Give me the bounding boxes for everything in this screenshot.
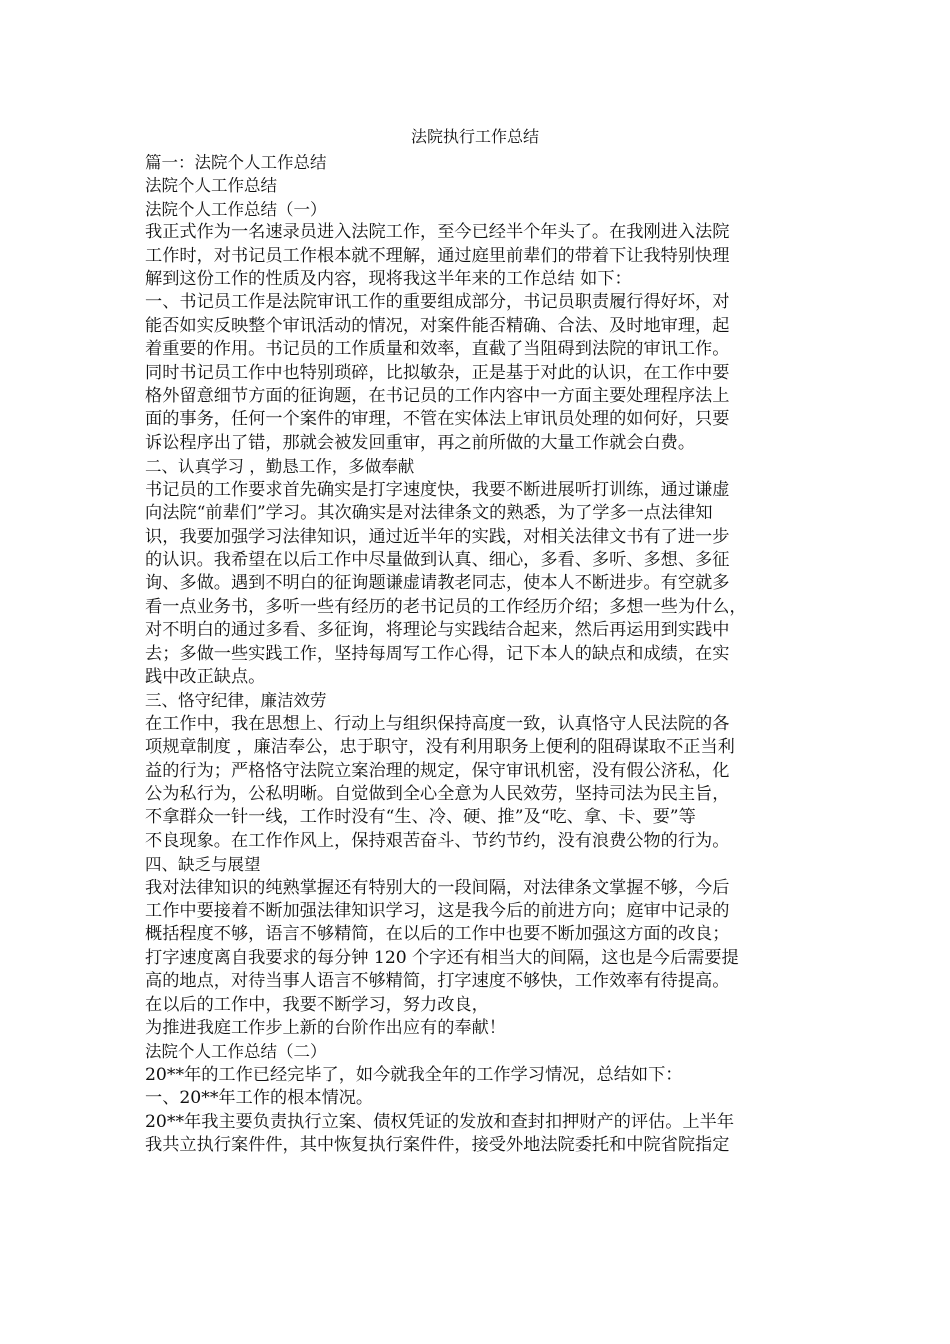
text-line: 着重要的作用。书记员的工作质量和效率，直截了当阻碍到法院的审讯工作。 <box>145 339 730 360</box>
text-line: 公为私行为，公私明晰。自觉做到全心全意为人民效劳，坚持司法为民主旨， <box>145 783 730 804</box>
text-line: 在以后的工作中，我要不断学习，努力改良， <box>145 994 489 1015</box>
text-line: 我正式作为一名速录员进入法院工作，至今已经半个年头了。在我刚进入法院 <box>145 222 730 243</box>
text-line: 为推进我庭工作步上新的台阶作出应有的奉献！ <box>145 1018 506 1039</box>
text-line: 工作中要接着不断加强法律知识学习，这是我今后的前进方向；庭审中记录的 <box>145 901 730 921</box>
text-line: 能否如实反映整个审讯活动的情况，对案件能否精确、合法、及时地审理，起 <box>145 315 730 336</box>
text-line: 识，我要加强学习法律知识，通过近半年的实践，对相关法律文书有了进一步 <box>145 526 730 547</box>
section-heading-line: 三、恪守纪律，廉洁效劳 <box>145 691 327 711</box>
text-line: 20**年的工作已经完毕了，如今就我全年的工作学习情况，总结如下： <box>145 1064 683 1085</box>
section-heading-line: 法院个人工作总结 <box>145 176 277 196</box>
text-line: 概括程度不够，语言不够精简，在以后的工作中也要不断加强这方面的改良； <box>145 924 730 945</box>
text-line: 践中改正缺点。 <box>145 666 266 687</box>
text-line: 格外留意细节方面的征询题，在书记员的工作内容中一方面主要处理程序法上 <box>145 386 730 407</box>
text-line: 一、书记员工作是法院审讯工作的重要组成部分，书记员职责履行得好坏，对 <box>145 292 730 313</box>
document-title: 法院执行工作总结 <box>410 127 539 146</box>
text-line: 不拿群众一针一线，工作时没有“生、冷、硬、推”及“吃、拿、卡、要”等 <box>145 807 696 828</box>
text-line: 同时书记员工作中也特别琐碎，比拟敏杂，正是基于对此的认识，在工作中要 <box>145 362 730 383</box>
text-line: 一、20**年工作的根本情况。 <box>145 1088 374 1109</box>
section-heading-line: 法院个人工作总结（二） <box>145 1042 327 1062</box>
text-line: 去；多做一些实践工作，坚持每周写工作心得，记下本人的缺点和成绩，在实 <box>145 643 730 664</box>
text-line: 20**年我主要负责执行立案、债权凭证的发放和查封扣押财产的评估。上半年 <box>145 1111 735 1132</box>
section-heading-line: 二、认真学习 ，勤恳工作，多做奉献 <box>145 457 415 477</box>
text-line: 向法院“前辈们”学习。其次确实是对法律条文的熟悉，为了学多一点法律知 <box>145 503 713 524</box>
text-line: 益的行为；严格恪守法院立案治理的规定，保守审讯机密，没有假公济私，化 <box>145 760 730 781</box>
text-line: 诉讼程序出了错，那就会被发回重审，再之前所做的大量工作就会白费。 <box>145 432 696 453</box>
text-line: 询、多做。遇到不明白的征询题谦虚请教老同志，使本人不断进步。有空就多 <box>145 573 730 594</box>
text-line: 工作时，对书记员工作根本就不理解，通过庭里前辈们的带着下让我特别快理 <box>145 245 730 266</box>
text-line: 我对法律知识的纯熟掌握还有特别大的一段间隔，对法律条文掌握不够，今后 <box>145 877 730 898</box>
text-line: 项规章制度 ，廉洁奉公，忠于职守，没有利用职务上便利的阻碍谋取不正当利 <box>145 737 735 758</box>
document-content <box>145 125 805 1157</box>
text-line: 书记员的工作要求首先确实是打字速度快，我要不断进展听打训练，通过谦虚 <box>145 479 730 500</box>
text-line: 高的地点，对待当事人语言不够精简，打字速度不够快，工作效率有待提高。 <box>145 971 730 992</box>
section-heading-line: 篇一：法院个人工作总结 <box>145 153 327 172</box>
text-line: 看一点业务书，多听一些有经历的老书记员的工作经历介绍；多想一些为什么， <box>145 596 747 617</box>
text-line: 不良现象。在工作作风上，保持艰苦奋斗、节约节约，没有浪费公物的行为。 <box>145 830 730 851</box>
text-line: 解到这份工作的性质及内容，现将我这半年来的工作总结 如下： <box>145 269 632 290</box>
text-line: 对不明白的通过多看、多征询，将理论与实践结合起来，然后再运用到实践中 <box>145 620 730 641</box>
section-heading-line: 四、缺乏与展望 <box>145 855 261 875</box>
text-line: 的认识。我希望在以后工作中尽量做到认真、细心，多看、多听、多想、多征 <box>145 549 730 570</box>
section-heading-line: 法院个人工作总结（一） <box>145 199 327 219</box>
text-line: 面的事务，任何一个案件的审理，不管在实体法上审讯员处理的如何好，只要 <box>145 409 730 430</box>
text-line: 我共立执行案件件，其中恢复执行案件件，接受外地法院委托和中院省院指定 <box>145 1135 730 1156</box>
text-line: 打字速度离自我要求的每分钟 120 个字还有相当大的间隔，这也是今后需要提 <box>145 947 739 968</box>
document-body <box>145 151 805 1157</box>
text-line: 在工作中，我在思想上、行动上与组织保持高度一致，认真恪守人民法院的各 <box>145 713 730 734</box>
